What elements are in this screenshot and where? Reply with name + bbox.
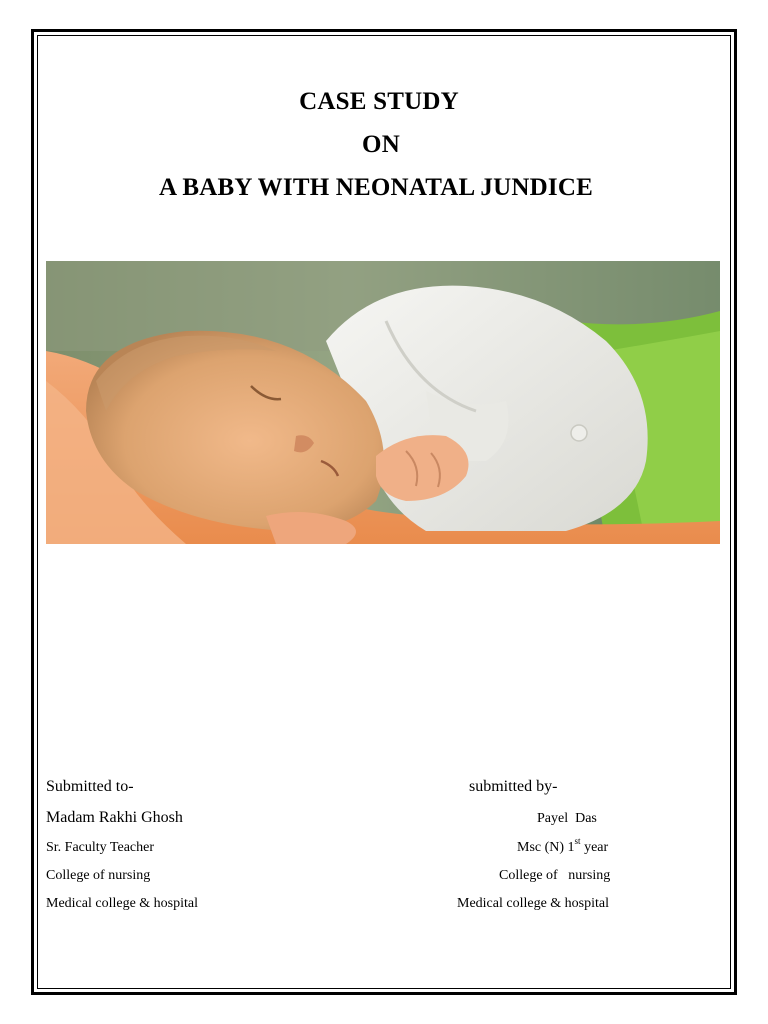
submitted-to-institution: Medical college & hospital (46, 896, 199, 911)
submitted-by-institution: Medical college & hospital (457, 896, 610, 911)
baby-illustration (46, 261, 720, 544)
submitted-to-name: Madam Rakhi Ghosh (46, 809, 183, 826)
submitted-by-heading: submitted by- (469, 778, 558, 795)
title-on: ON (362, 131, 400, 158)
submitted-by-college: College of nursing (499, 868, 611, 883)
submitted-to-college: College of nursing (46, 868, 151, 883)
submitted-to-heading: Submitted to- (46, 778, 134, 795)
title-case-study: CASE STUDY (299, 88, 459, 115)
submitted-by-name: Payel Das (537, 811, 597, 826)
submitted-by-course (517, 836, 609, 856)
baby-photo (46, 261, 720, 544)
title-subject: A BABY WITH NEONATAL JUNDICE (159, 174, 593, 201)
course-suffix: year (580, 840, 609, 855)
course-ordinal: st (574, 836, 581, 847)
course-prefix: Msc (N) 1 (517, 840, 575, 855)
submitted-to-designation: Sr. Faculty Teacher (46, 840, 155, 855)
